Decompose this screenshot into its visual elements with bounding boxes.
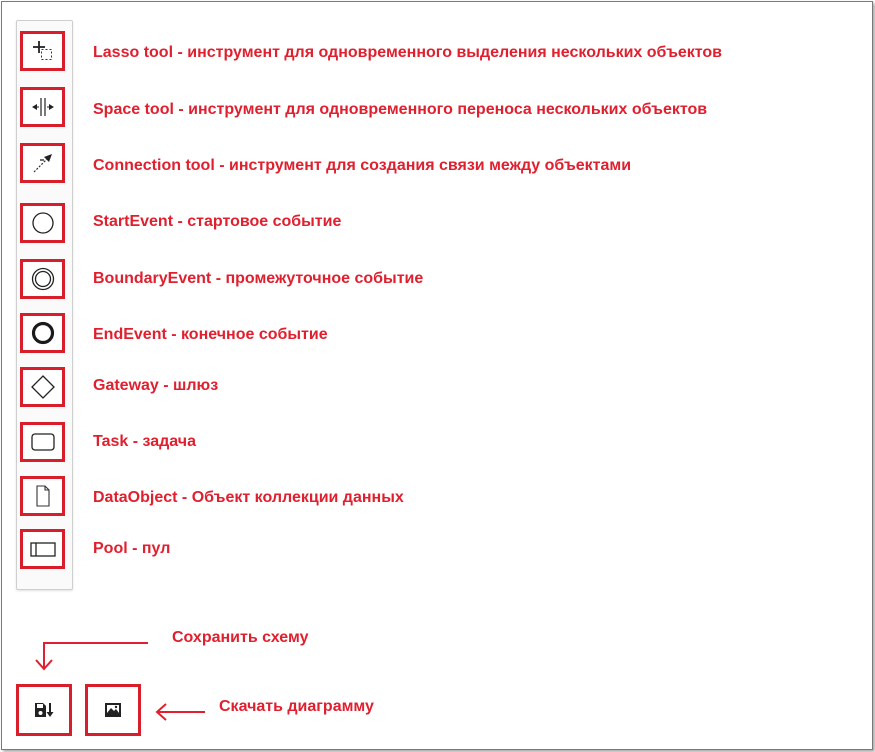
save-annotation-label: Сохранить схему xyxy=(172,629,309,646)
pool-label: Pool - пул xyxy=(93,540,171,557)
save-annotation-arrow xyxy=(44,643,148,668)
task-label: Task - задача xyxy=(93,433,196,450)
boundary-event-label: BoundaryEvent - промежуточное событие xyxy=(93,270,424,287)
download-annotation-label: Скачать диаграмму xyxy=(219,698,374,715)
connection-tool-label: Connection tool - инструмент для создания связи между объектами xyxy=(93,157,632,174)
space-tool-label: Space tool - инструмент для одновременного переноса нескольких объектов xyxy=(93,101,708,118)
data-object-label: DataObject - Объект коллекции данных xyxy=(93,489,404,506)
start-event-label: StartEvent - стартовое событие xyxy=(93,213,342,230)
lasso-tool-label: Lasso tool - инструмент для одновременного выделения нескольких объектов xyxy=(93,44,722,61)
end-event-label: EndEvent - конечное событие xyxy=(93,326,328,343)
gateway-label: Gateway - шлюз xyxy=(93,377,219,394)
